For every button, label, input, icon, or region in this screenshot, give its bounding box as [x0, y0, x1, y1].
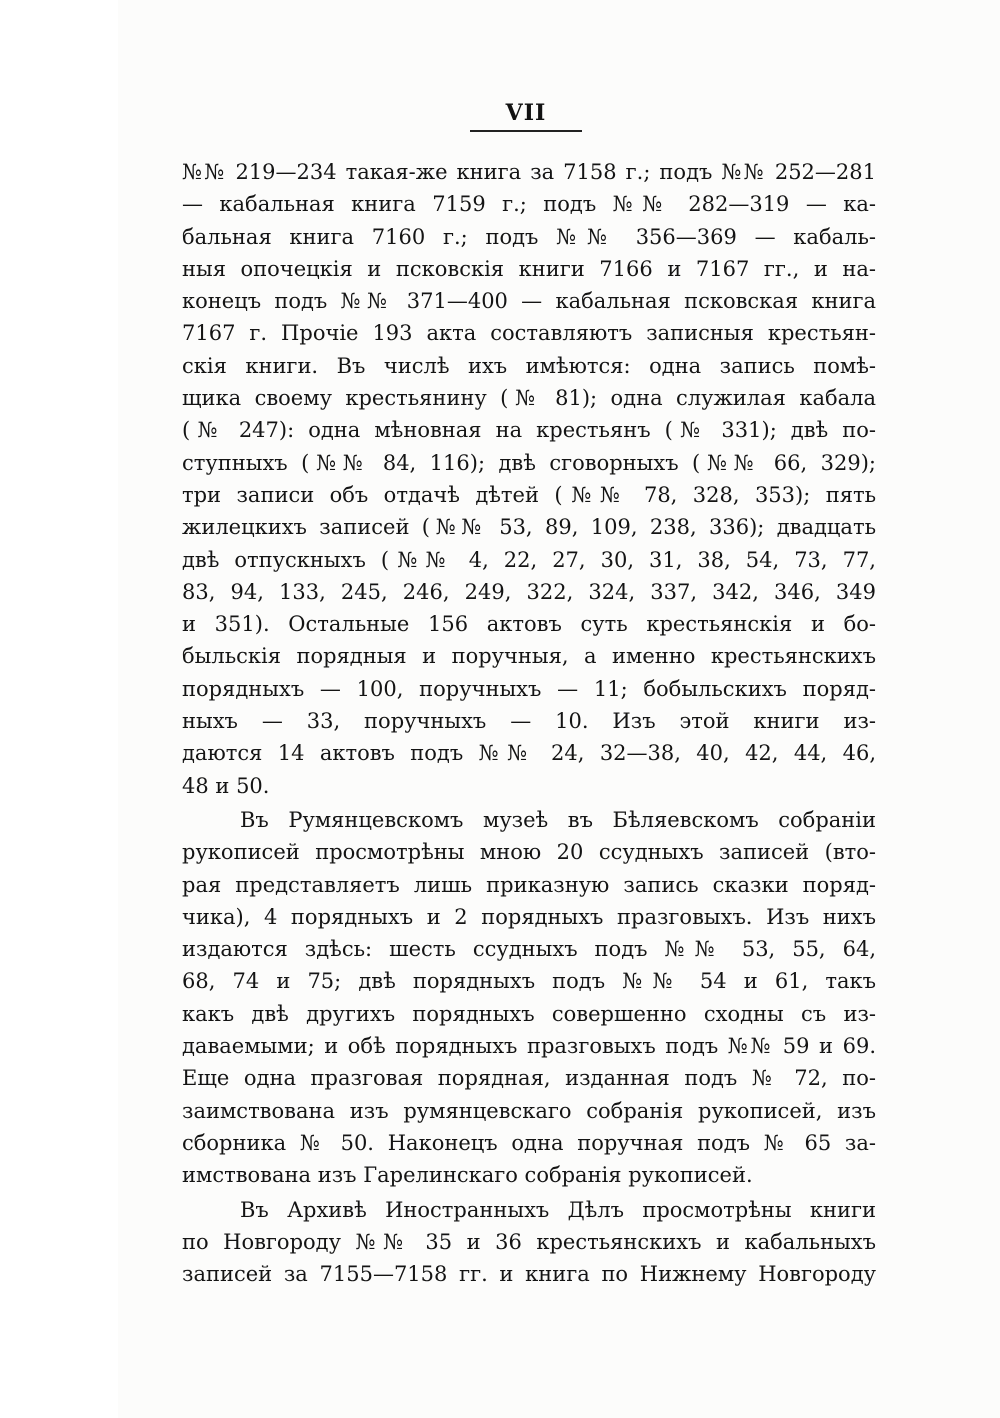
paragraph-p3 [182, 1194, 876, 1291]
text-line: — кабальная книга 7159 г.; подъ №№ 282—319 — ка- [182, 192, 876, 217]
text-line: чика), 4 порядныхъ и 2 порядныхъ празговыхъ. Изъ нихъ [182, 904, 876, 929]
text-line: по Новгороду №№ 35 и 36 крестьянскихъ и кабальныхъ [182, 1229, 876, 1254]
text-line: ныхъ — 33, поручныхъ — 10. Изъ этой книги из- [182, 709, 876, 734]
text-line: сборника № 50. Наконецъ одна поручная подъ № 65 за- [182, 1130, 876, 1155]
text-line: 83, 94, 133, 245, 246, 249, 322, 324, 337, 342, 346, 349 [182, 579, 876, 604]
text-line: издаются здѣсь: шесть ссудныхъ подъ №№ 53, 55, 64, [182, 937, 876, 962]
text-line: даются 14 актовъ подъ №№ 24, 32—38, 40, 42, 44, 46, [182, 741, 876, 766]
text-line: даваемыми; и обѣ порядныхъ празговыхъ подъ №№ 59 и 69. [182, 1034, 876, 1059]
text-line: жилецкихъ записей (№№ 53, 89, 109, 238, 336); двадцать [182, 515, 876, 540]
text-line: бальная книга 7160 г.; подъ №№ 356—369 — кабаль- [182, 224, 876, 249]
text-line: Въ Архивѣ Иностранныхъ Дѣлъ просмотрѣны книги [240, 1197, 876, 1222]
text-line: конецъ подъ №№ 371—400 — кабальная псковская книга [182, 289, 876, 314]
text-line: ступныхъ (№№ 84, 116); двѣ сговорныхъ (№№ 66, 329); [182, 450, 876, 475]
text-line: и 351). Остальные 156 актовъ суть крестьянскія и бо- [182, 612, 876, 637]
text-line: щика своему крестьянину (№ 81); одна служилая кабала [182, 386, 876, 411]
text-line: Еще одна празговая порядная, изданная подъ № 72, по- [182, 1066, 876, 1091]
text-line: 68, 74 и 75; двѣ порядныхъ подъ №№ 54 и 61, такъ [182, 969, 876, 994]
text-line: (№ 247): одна мѣновная на крестьянъ (№ 331); двѣ по- [182, 418, 876, 443]
text-line: рукописей просмотрѣны мною 20 ссудныхъ записей (вто- [182, 840, 876, 865]
text-line: Въ Румянцевскомъ музеѣ въ Бѣляевскомъ собраніи [240, 807, 876, 832]
text-line: двѣ отпускныхъ (№№ 4, 22, 27, 30, 31, 38, 54, 73, 77, [182, 547, 876, 572]
text-line: быльскія порядныя и поручныя, а именно крестьянскихъ [182, 644, 876, 669]
text-line: №№ 219—234 такая-же книга за 7158 г.; подъ №№ 252—281 [182, 160, 876, 184]
text-line: 48 и 50. [182, 773, 270, 798]
text-line: скія книги. Въ числѣ ихъ имѣются: одна запись помѣ- [182, 353, 876, 378]
text-line: три записи объ отдачѣ дѣтей (№№ 78, 328, 353); пять [182, 482, 876, 507]
text-line: имствована изъ Гарелинскаго собранія рукописей. [182, 1163, 753, 1188]
text-line: ныя опочецкія и псковскія книги 7166 и 7167 гг., и на- [182, 256, 876, 281]
paragraph-p2 [182, 804, 876, 1192]
text-line: записей за 7155—7158 гг. и книга по Нижнему Новгороду [182, 1262, 876, 1287]
page-number: VII [505, 100, 547, 126]
body-text [182, 156, 876, 1290]
text-line: какъ двѣ другихъ порядныхъ совершенно сходны съ из- [182, 1001, 876, 1026]
text-line: рая представляетъ лишь приказную запись сказки поряд- [182, 872, 876, 897]
text-line: порядныхъ — 100, поручныхъ — 11; бобыльскихъ поряд- [182, 676, 876, 701]
text-line: 7167 г. Прочіе 193 акта составляютъ записныя крестьян- [182, 321, 876, 346]
paragraph-p1 [182, 156, 876, 802]
page-number-rule [470, 130, 582, 132]
text-line: заимствована изъ румянцевскаго собранія рукописей, изъ [182, 1098, 876, 1123]
